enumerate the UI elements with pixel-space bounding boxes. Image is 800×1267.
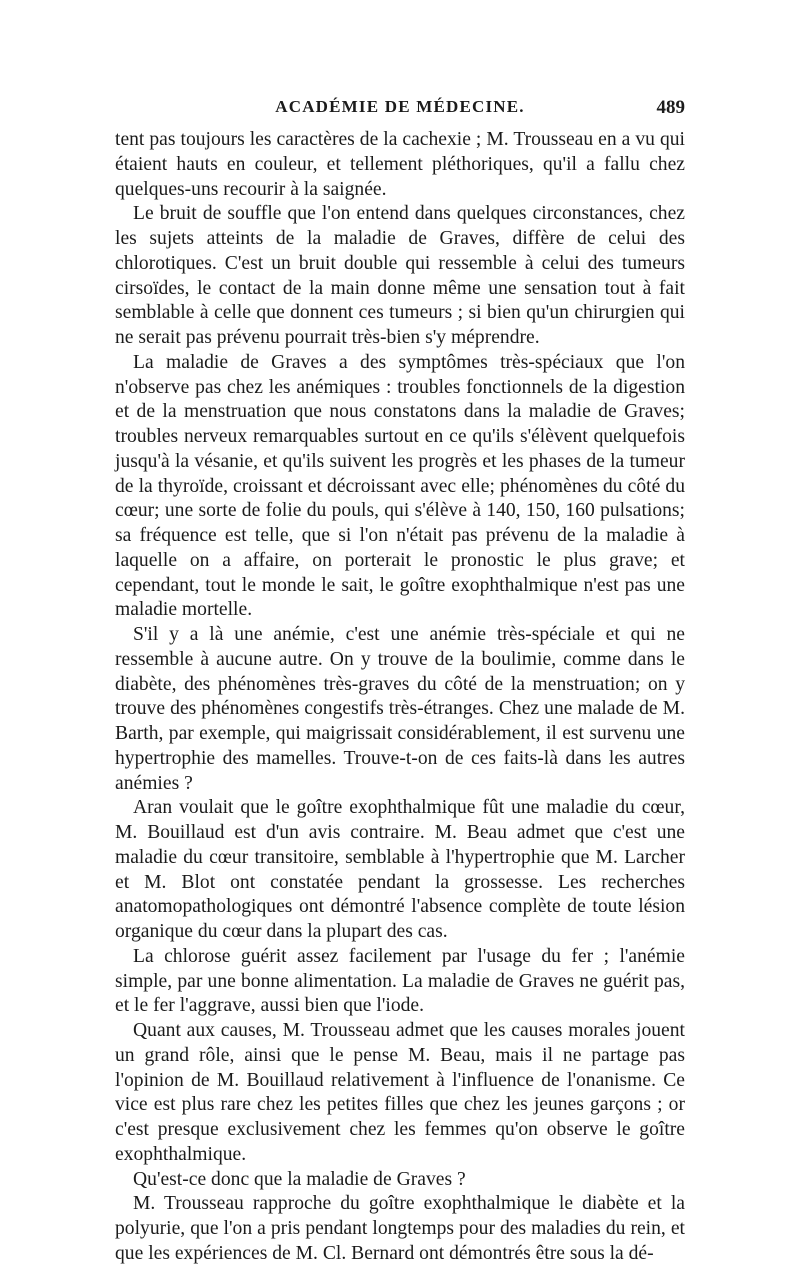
running-head: ACADÉMIE DE MÉDECINE. — [275, 97, 525, 116]
page-header — [115, 97, 685, 125]
body-text — [115, 128, 685, 1267]
page-number: 489 — [656, 97, 685, 118]
paragraph-chlorose: La chlorose guérit assez facilement par l'usage du fer ; l'anémie simple, par une bonne alimentation. La maladie de Graves ne guérit pas, et le fer l'aggrave, aussi bien que l'iode. — [115, 945, 685, 1017]
paragraph-causes: Quant aux causes, M. Trousseau admet que les causes morales jouent un grand rôle, ainsi que le pense M. Beau, mais il ne partage pas l'opinion de M. Bouillaud relativement à l'influence de l'onanisme. Ce vice est plus rare chez les petites filles que chez les jeunes garçons ; or c'est presque exclusivement chez les femmes qu'on observe le goître exophthalmique. — [115, 1020, 685, 1165]
paragraph-maladie-du-coeur: Aran voulait que le goître exophthalmique fût une maladie du cœur, M. Bouillaud est d'un avis contraire. M. Beau admet que c'est une maladie du cœur transitoire, semblable à l'hypertrophie que M. Larcher et M. Blot ont constatée pendant la grossesse. Les recherches anatomopathologiques ont démontré l'absence complète de toute lésion organique du cœur dans la plupart des cas. — [115, 797, 685, 942]
paragraph-bruit-de-souffle: Le bruit de souffle que l'on entend dans quelques circonstances, chez les sujets atteints de la maladie de Graves, diffère de celui des chlorotiques. C'est un bruit double qui ressemble à celui des tumeurs cirsoïdes, le contact de la main donne même une sensation tout à fait semblable à celle que donnent ces tumeurs ; si bien qu'un chirurgien qui ne serait pas prévenu pourrait très-bien s'y méprendre. — [115, 203, 685, 348]
paragraph-cachexie-continuation: tent pas toujours les caractères de la cachexie ; M. Trousseau en a vu qui étaient hauts en couleur, et tellement pléthoriques, qu'il a fallu chez quelques-uns recourir à la saignée. — [115, 129, 685, 200]
paragraph-diabete-polyurie: M. Trousseau rapproche du goître exophthalmique le diabète et la polyurie, que l'on a pris pendant longtemps pour des maladies du rein, et que les expériences de M. Cl. Bernard ont démontrés être sous la dé- — [115, 1193, 685, 1264]
paragraph-question: Qu'est-ce donc que la maladie de Graves ? — [133, 1168, 466, 1190]
paragraph-symptomes-speciaux: La maladie de Graves a des symptômes très-spéciaux que l'on n'observe pas chez les anémiques : troubles fonctionnels de la digestion et de la menstruation que nous constatons dans la maladie de Graves; troubles nerveux remarquables surtout en ce qu'ils s'élèvent quelquefois jusqu'à la vésanie, et qu'ils suivent les progrès et les phases de la tumeur de la thyroïde, croissant et décroissant avec elle; phénomènes du côté du cœur; une sorte de folie du pouls, qui s'élève à 140, 150, 160 pulsations; sa fréquence est telle, que si l'on n'était pas prévenu de la maladie à laquelle on a affaire, on porterait le pronostic le plus grave; et cependant, tout le monde le sait, le goître exophthalmique n'est pas une maladie mortelle. — [115, 351, 685, 621]
paragraph-anemie-speciale: S'il y a là une anémie, c'est une anémie très-spéciale et qui ne ressemble à aucune autre. On y trouve de la boulimie, comme dans le diabète, des phénomènes très-graves du côté de la menstruation; on y trouve des phénomènes congestifs très-étranges. Chez une malade de M. Barth, par exemple, qui maigrissait considérablement, il est survenu une hypertrophie des mamelles. Trouve-t-on de ces faits-là dans les autres anémies ? — [115, 624, 685, 794]
